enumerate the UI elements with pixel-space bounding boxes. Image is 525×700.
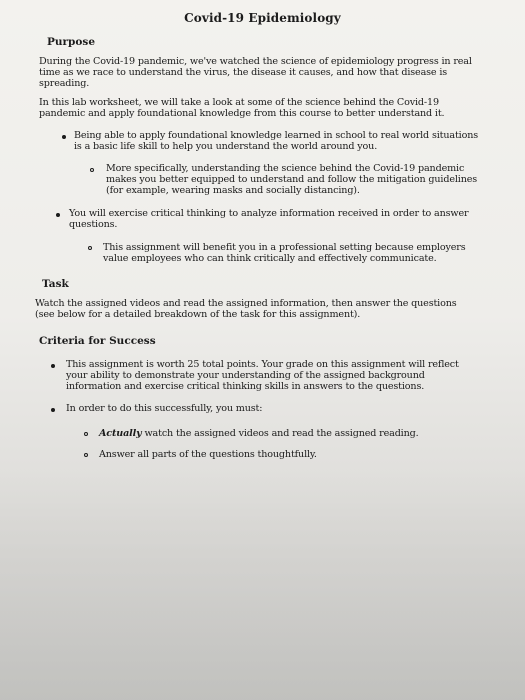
bullet-circle-icon xyxy=(88,246,92,250)
text-line: (see below for a detailed breakdown of the task for this assignment). xyxy=(35,309,361,321)
criteria-subbullet-1 xyxy=(99,428,499,439)
text-line: This assignment is worth 25 total points. Your grade on this assignment will reflect xyxy=(66,359,459,370)
text-line: More specifically, understanding the science behind the Covid-19 pandemic xyxy=(106,163,465,174)
text-line: pandemic and apply foundational knowledge from this course to better understand it. xyxy=(39,108,445,120)
text-line: time as we race to understand the virus, the disease it causes, and how that disease is xyxy=(39,67,448,79)
emphasis-text: Actually xyxy=(99,428,142,439)
task-paragraph xyxy=(35,298,505,320)
text-line: information and exercise critical thinking skills in answers to the questions. xyxy=(66,381,425,393)
text-line: (for example, wearing masks and socially distancing). xyxy=(106,185,360,197)
text-line: makes you better equipped to understand and follow the mitigation guidelines xyxy=(106,174,478,186)
text-line: your ability to demonstrate your understanding of the assigned background xyxy=(66,370,425,382)
bullet-circle-icon xyxy=(90,168,94,172)
purpose-bullet-1 xyxy=(74,130,494,152)
purpose-paragraph-2 xyxy=(39,97,499,119)
purpose-paragraph-1 xyxy=(39,56,499,90)
task-heading: Task xyxy=(42,278,69,290)
bullet-dot-icon xyxy=(62,135,66,139)
purpose-heading: Purpose xyxy=(47,36,95,48)
criteria-subbullet-2: Answer all parts of the questions thoughtfully. xyxy=(99,449,317,460)
text-line: This assignment will benefit you in a professional setting because employers xyxy=(103,242,466,253)
text-line: Watch the assigned videos and read the assigned information, then answer the questions xyxy=(35,298,457,309)
bullet-circle-icon xyxy=(84,453,88,457)
purpose-subbullet-1 xyxy=(106,163,496,197)
bullet-dot-icon xyxy=(56,213,60,217)
criteria-bullet-1 xyxy=(66,359,496,393)
text-line: is a basic life skill to help you understand the world around you. xyxy=(74,141,378,153)
bullet-dot-icon xyxy=(51,364,55,368)
text-line: During the Covid-19 pandemic, we've watched the science of epidemiology progress in real xyxy=(39,56,472,67)
text-line: Being able to apply foundational knowledge learned in school to real world situations xyxy=(74,130,478,141)
criteria-heading: Criteria for Success xyxy=(39,335,156,347)
text-line: spreading. xyxy=(39,78,90,90)
text-line: questions. xyxy=(69,219,118,231)
bullet-dot-icon xyxy=(51,408,55,412)
text-line: In this lab worksheet, we will take a look at some of the science behind the Covid-19 xyxy=(39,97,439,108)
text-line: watch the assigned videos and read the assigned reading. xyxy=(141,428,419,439)
purpose-subbullet-2 xyxy=(103,242,503,264)
text-line: value employees who can think critically and effectively communicate. xyxy=(103,253,437,265)
purpose-bullet-2 xyxy=(69,208,499,230)
criteria-bullet-2: In order to do this successfully, you must: xyxy=(66,403,263,414)
text-line: You will exercise critical thinking to analyze information received in order to answer xyxy=(69,208,469,219)
page-shadow xyxy=(0,470,525,700)
bullet-circle-icon xyxy=(84,432,88,436)
document-title: Covid-19 Epidemiology xyxy=(184,11,341,25)
